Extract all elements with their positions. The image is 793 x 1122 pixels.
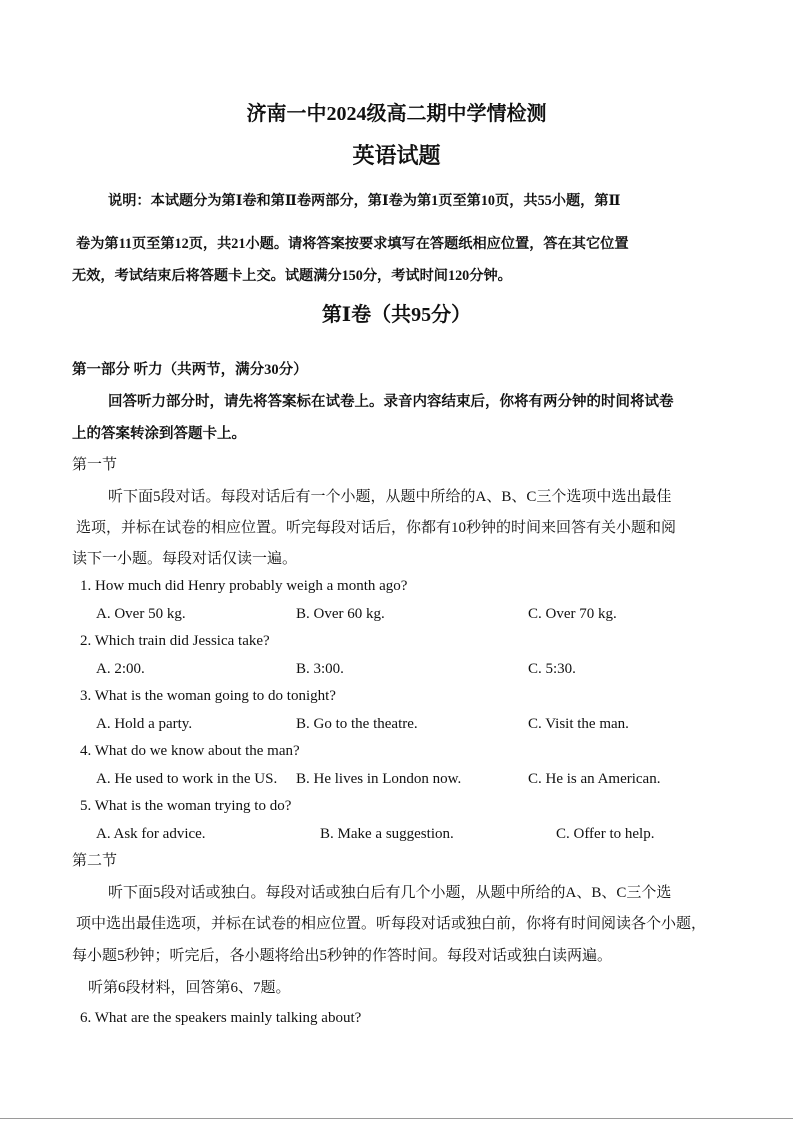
exam-title: 济南一中2024级高二期中学情检测 <box>246 103 547 125</box>
question-4-option-a: A. He used to work in the US. <box>96 771 278 787</box>
question-5-option-c: C. Offer to help. <box>556 826 655 842</box>
question-2-option-a: A. 2:00. <box>96 661 145 677</box>
question-1-option-b: B. Over 60 kg. <box>296 606 385 622</box>
section1-instruction-line-2: 选项，并标在试卷的相应位置。听完每段对话后，你都有10秒钟的时间来回答有关小题和阅 <box>76 520 677 536</box>
notice-line-2: 卷为第11页至第12页，共21小题。请将答案按要求填写在答题纸相应位置，答在其它位置 <box>76 236 629 252</box>
section2-instruction-line-2: 项中选出最佳选项，并标在试卷的相应位置。听每段对话或独白前，你将有时间阅读各个小题， <box>76 916 707 932</box>
question-5-option-b: B. Make a suggestion. <box>320 826 454 842</box>
section1-instruction-line-1: 听下面5段对话。每段对话后有一个小题，从题中所给的A、B、C三个选项中选出最佳 <box>108 489 672 505</box>
question-1-option-c: C. Over 70 kg. <box>528 606 617 622</box>
material-note: 听第6段材料，回答第6、7题。 <box>88 980 291 996</box>
question-4-option-b: B. He lives in London now. <box>296 771 462 787</box>
page-bottom-rule <box>0 1118 793 1119</box>
part1-instruction-line-2: 上的答案转涂到答题卡上。 <box>72 426 246 442</box>
question-4-stem: 4. What do we know about the man? <box>80 743 300 759</box>
question-2-option-c: C. 5:30. <box>528 661 576 677</box>
question-4-option-c: C. He is an American. <box>528 771 661 787</box>
section2-instruction-line-1: 听下面5段对话或独白。每段对话或独白后有几个小题，从题中所给的A、B、C三个选 <box>108 885 672 901</box>
question-2-stem: 2. Which train did Jessica take? <box>80 633 270 649</box>
section1-instruction-line-3: 读下一小题。每段对话仅读一遍。 <box>72 551 298 567</box>
notice-line-1: 说明：本试题分为第Ⅰ卷和第Ⅱ卷两部分，第Ⅰ卷为第1页至第10页，共55小题，第Ⅱ <box>108 193 621 209</box>
question-3-option-a: A. Hold a party. <box>96 716 193 732</box>
section2-instruction-line-3: 每小题5秒钟；听完后，各小题将给出5秒钟的作答时间。每段对话或独白读两遍。 <box>72 948 613 964</box>
question-3-stem: 3. What is the woman going to do tonight? <box>80 688 336 704</box>
part1-heading: 第一部分 听力（共两节，满分30分） <box>72 362 308 378</box>
section1-heading: 第一节 <box>72 457 118 473</box>
question-6-stem: 6. What are the speakers mainly talking about? <box>80 1010 362 1026</box>
part1-instruction-line-1: 回答听力部分时，请先将答案标在试卷上。录音内容结束后，你将有两分钟的时间将试卷 <box>108 394 674 410</box>
section2-heading: 第二节 <box>72 853 118 869</box>
subject-title: 英语试题 <box>352 143 441 168</box>
question-1-option-a: A. Over 50 kg. <box>96 606 186 622</box>
question-2-option-b: B. 3:00. <box>296 661 344 677</box>
question-5-stem: 5. What is the woman trying to do? <box>80 798 292 814</box>
question-3-option-b: B. Go to the theatre. <box>296 716 418 732</box>
question-3-option-c: C. Visit the man. <box>528 716 629 732</box>
question-5-option-a: A. Ask for advice. <box>96 826 206 842</box>
question-1-stem: 1. How much did Henry probably weigh a month ago? <box>80 578 408 594</box>
notice-line-3: 无效，考试结束后将答题卡上交。试题满分150分，考试时间120分钟。 <box>72 268 512 284</box>
volume-title: 第Ⅰ卷（共95分） <box>321 304 472 326</box>
